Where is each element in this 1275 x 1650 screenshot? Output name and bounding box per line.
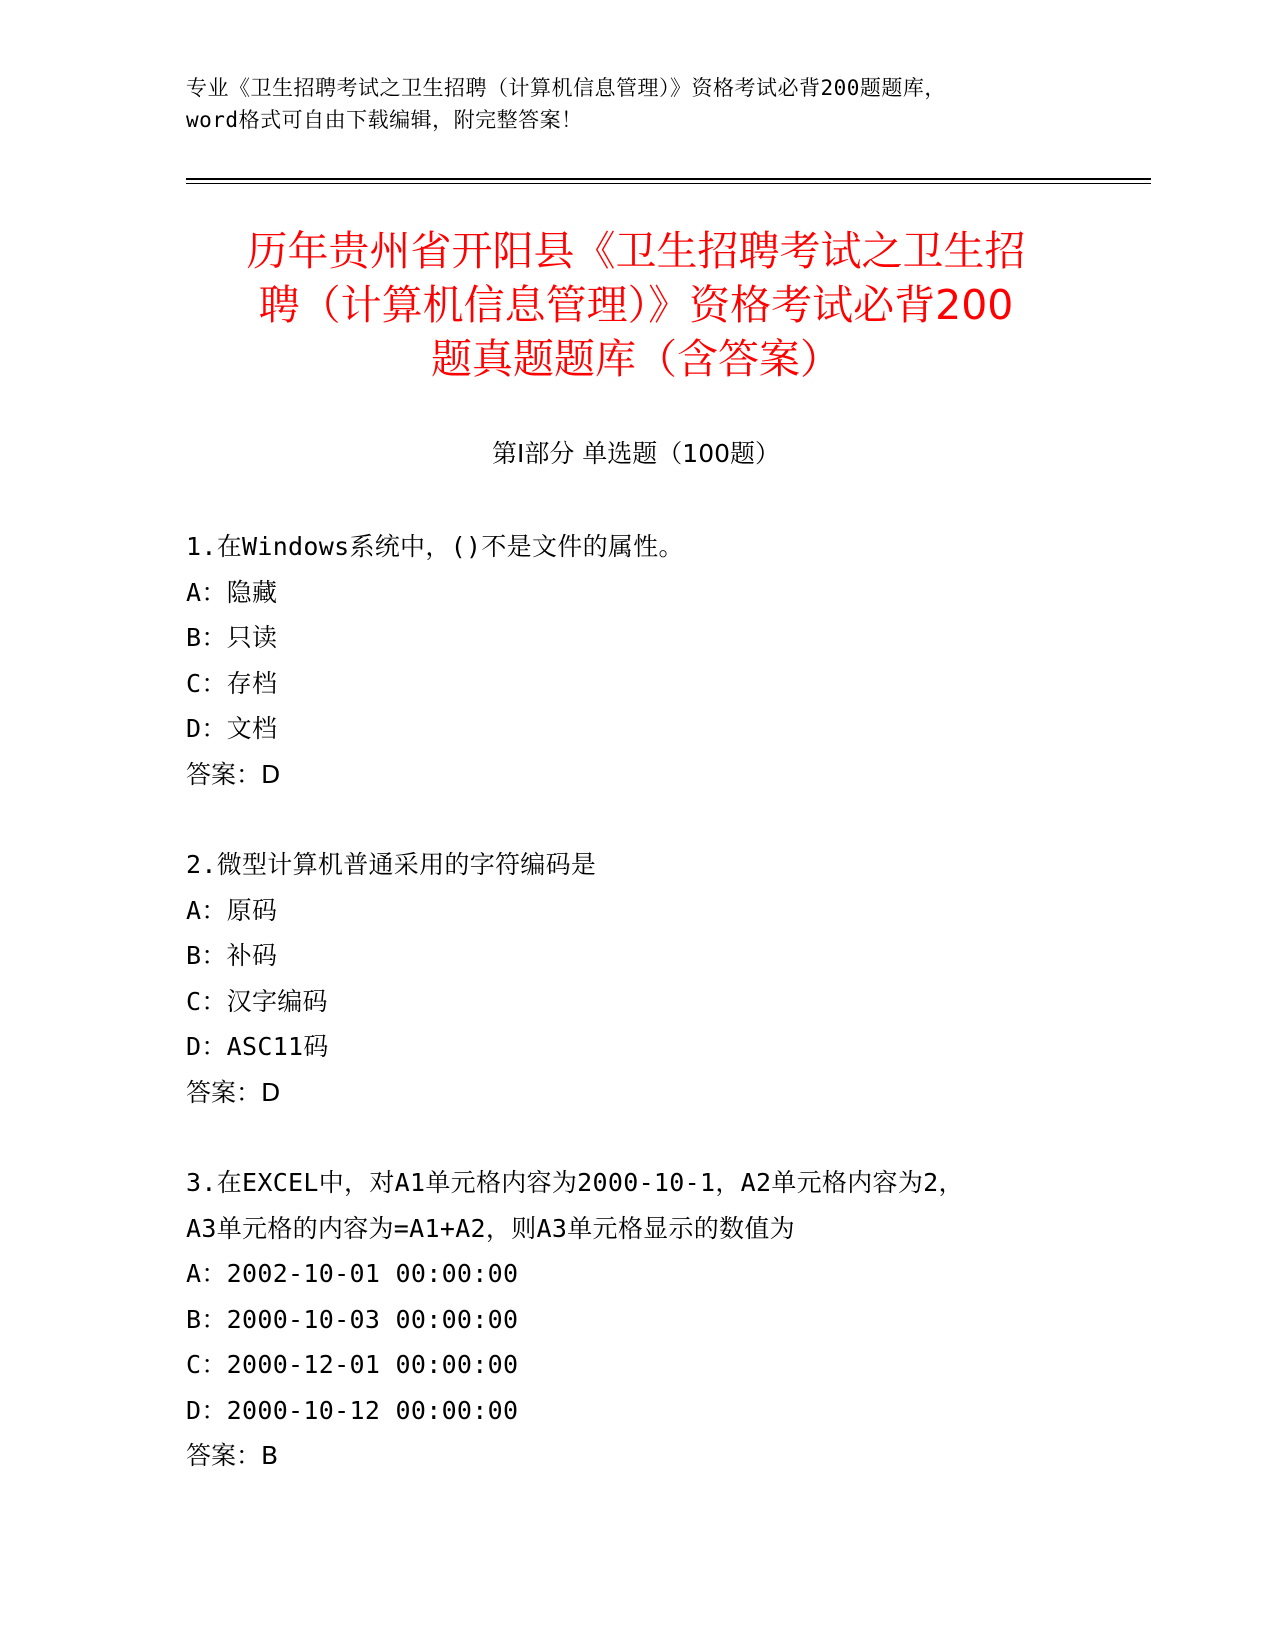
option-a: A：隐藏 <box>186 577 278 607</box>
option-c: C：汉字编码 <box>186 986 328 1016</box>
option-b: B：补码 <box>186 941 278 970</box>
option-a: A：原码 <box>186 895 278 925</box>
question-stem: 2.微型计算机普通采用的字符编码是 <box>186 850 597 879</box>
option-b: B：只读 <box>186 623 278 652</box>
question-stem: A3单元格的内容为=A1+A2，则A3单元格显示的数值为 <box>186 1213 795 1243</box>
question-stem: 3.在EXCEL中，对A1单元格内容为2000-10-1，A2单元格内容为2， <box>186 1168 964 1197</box>
answer: 答案：D <box>186 1077 281 1107</box>
document-title-line: 历年贵州省开阳县《卫生招聘考试之卫生招 <box>246 227 1026 275</box>
option-d: D：ASC11码 <box>186 1032 329 1061</box>
header-note <box>186 72 1086 136</box>
document-title <box>186 224 1086 386</box>
header-rule-thick <box>186 178 1151 180</box>
header-rule-thin <box>186 183 1151 184</box>
option-d: D：2000-10-12 00:00:00 <box>186 1395 519 1425</box>
option-b: B：2000-10-03 00:00:00 <box>186 1304 519 1334</box>
document-title-line: 聘（计算机信息管理）》资格考试必背200 <box>258 281 1014 329</box>
option-d: D：文档 <box>186 714 278 743</box>
question-2 <box>186 842 1086 1115</box>
option-c: C：2000-12-01 00:00:00 <box>186 1350 519 1379</box>
question-3 <box>186 1160 1086 1479</box>
answer: 答案：D <box>186 759 281 789</box>
header-note-line: 专业《卫生招聘考试之卫生招聘（计算机信息管理）》资格考试必背200题题库， <box>186 76 946 100</box>
header-note-line: word格式可自由下载编辑，附完整答案！ <box>186 108 583 132</box>
question-stem: 1.在Windows系统中，()不是文件的属性。 <box>186 532 684 561</box>
section-heading: 第Ⅰ部分 单选题（100题） <box>491 439 781 468</box>
answer: 答案：B <box>186 1441 279 1470</box>
document-title-line: 题真题题库（含答案） <box>431 335 841 383</box>
option-c: C：存档 <box>186 668 278 698</box>
option-a: A：2002-10-01 00:00:00 <box>186 1259 519 1288</box>
question-1 <box>186 524 1086 797</box>
